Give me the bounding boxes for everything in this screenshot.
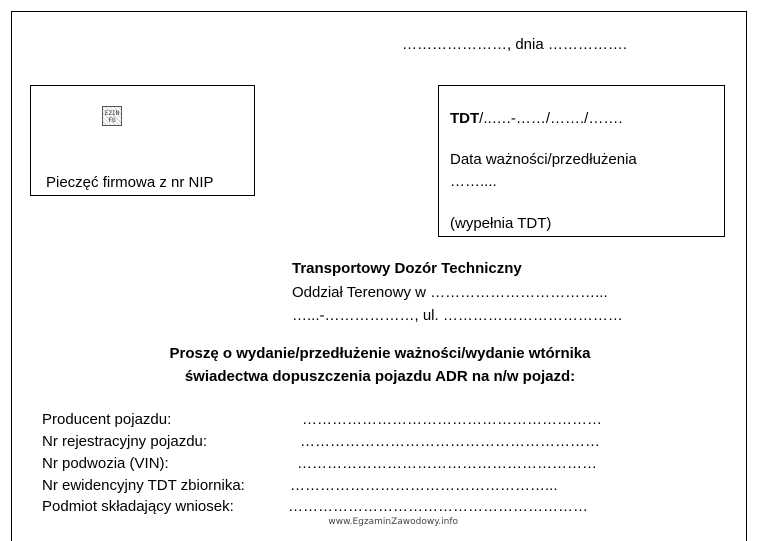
stamp-logo-icon xyxy=(102,106,122,126)
request-line-2: świadectwa dopuszczenia pojazdu ADR na n/w pojazd: xyxy=(184,368,576,385)
stamp-logo-text: EZINFO xyxy=(104,110,120,124)
addressee-branch-line: Oddział Terenowy w ……………………………... xyxy=(292,284,608,301)
tdt-validity-label: Data ważności/przedłużenia xyxy=(450,151,637,168)
tdt-filled-by-note: (wypełnia TDT) xyxy=(450,215,552,232)
field-value-applicant: …………………………………………………… xyxy=(288,498,588,515)
addressee-address-line: …...-………………, ul. ……………………………… xyxy=(292,307,623,324)
tdt-number-value: /..….-……/……./……. xyxy=(479,110,623,127)
field-value-registration: …………………………………………………… xyxy=(300,433,600,450)
company-stamp-label: Pieczęć firmowa z nr NIP xyxy=(46,174,214,191)
field-label-vin: Nr podwozia (VIN): xyxy=(42,455,169,472)
field-label-registration: Nr rejestracyjny pojazdu: xyxy=(42,433,208,450)
date-line: …………………, dnia ……………. xyxy=(402,36,628,53)
tdt-number-line xyxy=(450,110,623,128)
watermark-text: www.EgzaminZawodowy.info xyxy=(328,517,458,527)
field-label-applicant: Podmiot składający wniosek: xyxy=(42,498,234,515)
request-line-1: Proszę o wydanie/przedłużenie ważności/wydanie wtórnika xyxy=(169,345,591,362)
tdt-validity-value: …….... xyxy=(450,173,497,190)
field-label-producer: Producent pojazdu: xyxy=(42,411,172,428)
tdt-number-prefix: TDT xyxy=(450,110,480,127)
field-value-tank-number: ……………………………………………... xyxy=(290,477,558,494)
field-value-vin: …………………………………………………… xyxy=(297,455,597,472)
addressee-title: Transportowy Dozór Techniczny xyxy=(292,260,522,277)
field-label-tank-number: Nr ewidencyjny TDT zbiornika: xyxy=(42,477,245,494)
field-value-producer: …………………………………………………… xyxy=(302,411,602,428)
